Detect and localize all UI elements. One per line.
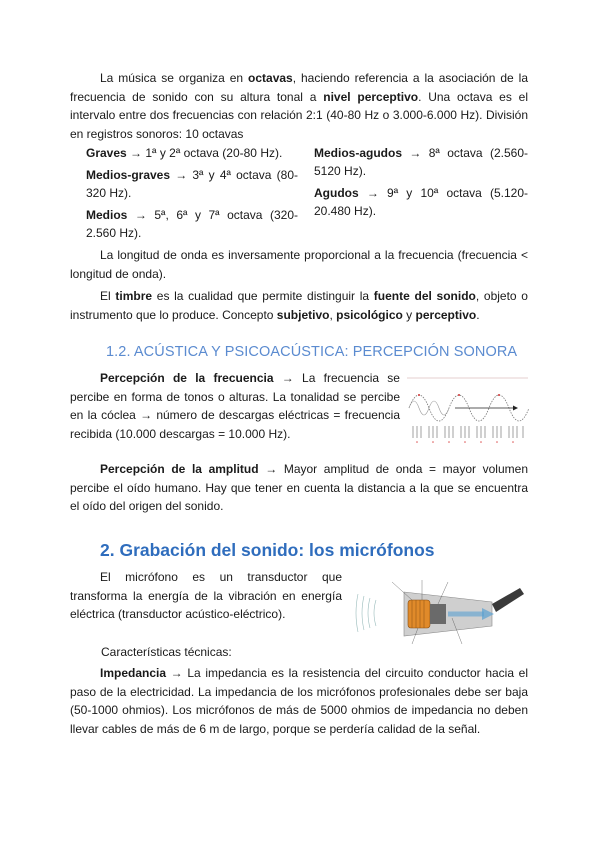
arrow-head-icon: [513, 406, 518, 411]
wavelength-paragraph: La longitud de onda es inversamente proporcional a la frecuencia (frecuencia < longitud de onda).: [70, 248, 528, 281]
register-list-left: [86, 144, 298, 246]
sound-waves: [356, 594, 376, 632]
coil-element: [408, 600, 430, 628]
microphone-cable: [492, 588, 524, 612]
impedance-paragraph: Impedancia → La impedancia es la resistencia del circuito conductor hacia el paso de la electricidad. La impedancia de los micrófonos profesionales debe ser baja (50-1000 ohmios). Los micrófonos de más de 5000 ohmios de impedancia no deben llevar cables de más de 6 m de largo, porque se perdería calidad de la señal.: [70, 666, 528, 736]
features-label: Características técnicas:: [101, 645, 232, 659]
timbre-paragraph: El timbre es la cualidad que permite distinguir la fuente del sonido, objeto o instrumento que lo produce. Concepto subjetivo, psicológico y perceptivo.: [70, 289, 528, 322]
microphone-paragraph: El micrófono es un transductor que transforma la energía de la vibración en energía eléctrica (transductor acústico-eléctrico).: [70, 570, 342, 621]
register-item-agudos: Agudos → 9ª y 10ª octava (5.120-20.480 Hz).: [314, 186, 528, 218]
amplitude-paragraph: Percepción de la amplitud → Mayor amplitud de onda = mayor volumen percibe el oído humano. Hay que tener en cuenta la distancia a la que se encuentra el oído del origen del sonido.: [70, 462, 528, 513]
magnet: [430, 604, 446, 624]
wave-peak-marker: [498, 394, 500, 396]
microphone-diagram-figure: [352, 574, 530, 652]
frequency-waveform-figure: [405, 372, 530, 446]
wave-peak-marker: [418, 394, 420, 396]
intro-paragraph: La música se organiza en octavas, haciendo referencia a la asociación de la frecuencia de sonido con su altura tonal a nivel perceptivo. Una octava es el intervalo entre dos frecuencias con relación 2:1 (40-80 Hz o 3.000-6.000 Hz). División en registros sonoros: 10 octavas: [70, 71, 529, 141]
compression-dots: [416, 441, 514, 443]
register-item-medios: Medios → 5ª, 6ª y 7ª octava (320-2.560 Hz).: [86, 208, 298, 240]
section-heading-1-2: 1.2. ACÚSTICA Y PSICOACÚSTICA: PERCEPCIÓN SONORA: [106, 344, 518, 360]
compression-bars: [413, 426, 523, 438]
register-list-right: [314, 144, 528, 224]
register-item-medios-graves: Medios-graves → 3ª y 4ª octava (80-320 Hz).: [86, 168, 298, 200]
frequency-paragraph: Percepción de la frecuencia → La frecuencia se percibe en forma de tonos o alturas. La tonalidad se percibe en la cóclea → número de descargas eléctricas = frecuencia recibida (10.000 descargas = 10.000 Hz).: [70, 371, 400, 441]
wave-peak-marker: [458, 394, 460, 396]
section-heading-2: 2. Grabación del sonido: los micrófonos: [100, 540, 435, 560]
register-item-medios-agudos: Medios-agudos → 8ª octava (2.560-5120 Hz).: [314, 146, 528, 178]
sine-wave-small: [409, 401, 449, 415]
register-item-graves: Graves → 1ª y 2ª octava (20-80 Hz).: [86, 146, 283, 160]
